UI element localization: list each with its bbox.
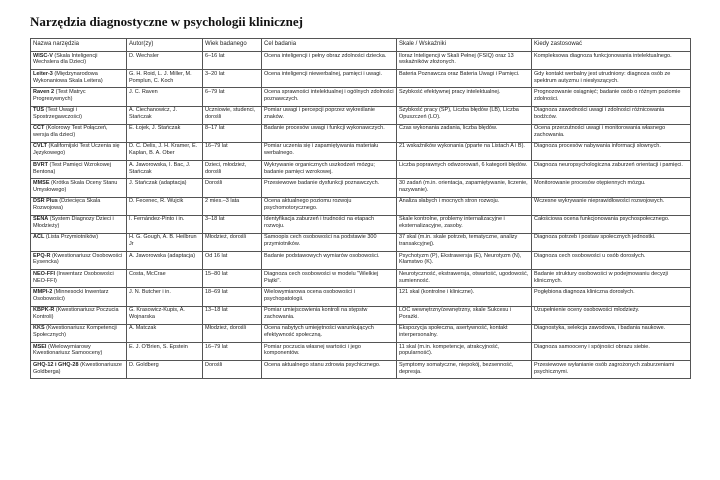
table-body [31,52,691,379]
cell-age: 6–79 lat [203,88,262,106]
cell-purpose: Badanie podstawowych wymiarów osobowości. [262,252,397,270]
cell-when-to-use: Diagnoza samooceny i spójności obrazu siebie. [532,343,691,361]
cell-purpose: Ocena inteligencji niewerbalnej, pamięci i uwagi. [262,70,397,88]
table-row [31,124,691,142]
cell-authors: A. Ciechanowicz, J. Stańczak [127,106,203,124]
tool-full-name: (Kwestionariusz Osobowości Eysencka) [33,252,123,266]
cell-purpose: Pomiar uczenia się i zapamiętywania materiału werbalnego. [262,142,397,160]
tool-abbreviation: KBPK-R [33,307,55,314]
cell-age: 18–69 lat [203,288,262,306]
cell-tool-name [31,124,127,142]
cell-tool-name [31,233,127,251]
tool-full-name: (Test Uwagi i Spostrzegawczości) [33,107,82,120]
tool-full-name: (Kalifornijski Test Uczenia się Językowego) [33,143,120,157]
cell-scales: 11 skal (m.in. kompetencje, atrakcyjność, popularność). [397,343,532,361]
cell-tool-name [31,197,127,215]
cell-when-to-use: Diagnoza zawodności uwagi i zdolności różnicowania bodźców. [532,106,691,124]
cell-tool-name [31,161,127,179]
cell-authors: J. C. Raven [127,88,203,106]
cell-age: 3–20 lat [203,70,262,88]
cell-tool-name [31,306,127,324]
cell-purpose: Ocena inteligencji i pełny obraz zdolności dziecka. [262,52,397,70]
cell-age: 13–18 lat [203,306,262,324]
cell-age: Dorośli [203,361,262,379]
cell-tool-name [31,361,127,379]
cell-when-to-use: Diagnoza potrzeb i postaw społecznych jednostki. [532,233,691,251]
cell-when-to-use: Pogłębiona diagnoza kliniczna dorosłych. [532,288,691,306]
cell-authors: D. Goldberg [127,361,203,379]
tool-abbreviation: NEO-FFI [33,270,55,277]
cell-tool-name [31,252,127,270]
tool-abbreviation: ACL [33,234,45,241]
cell-purpose: Ocena sprawności intelektualnej i ogólnych zdolności poznawczych. [262,88,397,106]
table-row [31,52,691,70]
cell-age: 16–79 lat [203,142,262,160]
cell-when-to-use: Diagnoza cech osobowości u osób dorosłych. [532,252,691,270]
cell-age: Dorośli [203,179,262,197]
cell-purpose: Samoopis cech osobowości na podstawie 300 przymiotników. [262,233,397,251]
cell-purpose: Ocena aktualnego stanu zdrowia psychicznego. [262,361,397,379]
tool-full-name: (Inwentarz Osobowości NEO-FFI) [33,270,114,284]
tool-abbreviation: MSEI [33,343,47,350]
tool-abbreviation: EPQ-R [33,252,51,259]
table-row [31,106,691,124]
table-row [31,252,691,270]
cell-age: Od 16 lat [203,252,262,270]
cell-authors: J. Stańczak (adaptacja) [127,179,203,197]
cell-authors: E. J. O'Brien, S. Epstein [127,343,203,361]
cell-purpose: Przesiewowe badanie dysfunkcji poznawczych. [262,179,397,197]
tool-abbreviation: MMSE [33,179,50,186]
cell-purpose: Identyfikacja zaburzeń i trudności na etapach rozwoju. [262,215,397,233]
table-row [31,324,691,342]
document-title: Narzędzia diagnostyczne w psychologii klinicznej [30,14,303,29]
cell-scales: Analiza słabych i mocnych stron rozwoju. [397,197,532,215]
cell-scales: Liczba poprawnych odwzorowań, 6 kategorii błędów. [397,161,532,179]
cell-when-to-use: Przesiewowe wyłanianie osób zagrożonych zaburzeniami psychicznymi. [532,361,691,379]
cell-age: Młodzież, dorośli [203,324,262,342]
tool-abbreviation: CCT [33,125,45,132]
cell-scales: Psychotyzm (P), Ekstrawersja (E), Neurotyzm (N), Kłamstwo (K). [397,252,532,270]
table-row [31,306,691,324]
column-header-age: Wiek badanego [203,39,262,52]
cell-tool-name [31,270,127,288]
tool-abbreviation: GHQ-12 i GHQ-28 [33,361,79,368]
tool-abbreviation: Raven 2 [33,88,55,95]
tool-abbreviation: BVRT [33,161,48,168]
cell-scales: Szybkość efektywnej pracy intelektualnej. [397,88,532,106]
cell-purpose: Badanie procesów uwagi i funkcji wykonawczych. [262,124,397,142]
cell-purpose: Ocena nabytych umiejętności warunkujących efektywność społeczną. [262,324,397,342]
cell-purpose: Diagnoza cech osobowości w modelu "Wielkiej Piątki". [262,270,397,288]
tool-abbreviation: MMPI-2 [33,288,53,295]
column-header-scales: Skale / Wskaźniki [397,39,532,52]
cell-age: Dzieci, młodzież, dorośli [203,161,262,179]
column-header-when-to-use: Kiedy zastosować [532,39,691,52]
cell-tool-name [31,215,127,233]
table-row [31,197,691,215]
tool-full-name: (System Diagnozy Dzieci i Młodzieży) [33,216,114,230]
cell-authors: D. Wechsler [127,52,203,70]
cell-age: 3–18 lat [203,215,262,233]
tool-full-name: (Skala Inteligencji Wechslera dla Dzieci) [33,52,98,66]
cell-tool-name [31,106,127,124]
tool-full-name: (Test Matryc Progresywnych) [33,88,86,102]
column-header-authors: Autor(zy) [127,39,203,52]
cell-when-to-use: Diagnoza neuropsychologiczna zaburzeń orientacji i pamięci. [532,161,691,179]
tool-abbreviation: DSR Plus [33,198,58,204]
cell-authors: D. Fecenec, R. Wujcik [127,197,203,215]
cell-age: 8–17 lat [203,124,262,142]
cell-authors: I. Fernández-Pinto i in. [127,215,203,233]
table-row [31,88,691,106]
cell-when-to-use: Gdy kontakt werbalny jest utrudniony: diagnoza osób ze spektrum autyzmu i niesłyszących. [532,70,691,88]
tool-full-name: (Dziecięca Skala Rozwojowa) [33,198,101,211]
tool-full-name: (Krótka Skala Oceny Stanu Umysłowego) [33,179,118,193]
table-row [31,161,691,179]
cell-purpose: Wykrywanie organicznych uszkodzeń mózgu; badanie pamięci wzrokowej. [262,161,397,179]
cell-purpose: Pomiar uwagi i percepcji poprzez wykreślanie znaków. [262,106,397,124]
cell-purpose: Wielowymiarowa ocena osobowości i psychopatologii. [262,288,397,306]
tool-full-name: (Kolorowy Test Połączeń, wersja dla dzieci) [33,125,108,139]
cell-scales: Czas wykonania zadania, liczba błędów. [397,124,532,142]
table-header-row [31,39,691,52]
cell-purpose: Pomiar umiejscowienia kontroli na stępstw zachowania. [262,306,397,324]
cell-tool-name [31,179,127,197]
cell-age: 6–16 lat [203,52,262,70]
cell-when-to-use: Monitorowanie procesów otępiennych mózgu. [532,179,691,197]
cell-when-to-use: Diagnostyka, selekcja zawodowa, i badania naukowe. [532,324,691,342]
tool-abbreviation: TUS [33,107,44,114]
tool-full-name: (Kwestionariusz Poczucia Kontroli) [33,307,119,320]
column-header-tool-name: Nazwa narzędzia [31,39,127,52]
cell-scales: 37 skal (m.in. skale potrzeb, tematyczne, analizy transakcyjnej). [397,233,532,251]
cell-tool-name [31,343,127,361]
cell-age: 15–80 lat [203,270,262,288]
tool-full-name: (Wielowymiarowy Kwestionariusz Samooceny) [33,343,103,357]
cell-tool-name [31,52,127,70]
cell-when-to-use: Ocena przerzutności uwagi i monitorowania własnego zachowania. [532,124,691,142]
cell-scales: Symptomy somatyczne, niepokój, bezsenność, depresja. [397,361,532,379]
cell-scales: LOC wewnętrzny/zewnętrzny, skale Sukcesu i Porażki. [397,306,532,324]
cell-authors: A. Jaworowska, I. Bac, J. Stańczak [127,161,203,179]
cell-authors: Costa, McCrae [127,270,203,288]
cell-tool-name [31,142,127,160]
diagnostic-tools-table [30,38,691,379]
cell-purpose: Pomiar poczucia własnej wartości i jego komponentów. [262,343,397,361]
cell-authors: E. Łojek, J. Stańczak [127,124,203,142]
table-row [31,343,691,361]
cell-age: 16–79 lat [203,343,262,361]
column-header-purpose: Cel badania [262,39,397,52]
cell-tool-name [31,288,127,306]
cell-when-to-use: Diagnoza procesów nabywania informacji słownych. [532,142,691,160]
table-row [31,215,691,233]
cell-scales: 21 wskaźników wykonania (pparte na Listach A i B). [397,142,532,160]
tool-abbreviation: WISC-V [33,52,53,59]
cell-scales: 121 skal (kontrolne i kliniczne). [397,288,532,306]
cell-purpose: Ocena aktualnego poziomu rozwoju psychomotorycznego. [262,197,397,215]
tool-full-name: (Kwestionariusze Goldberga) [33,361,122,375]
cell-age: 2 mies.–3 lata [203,197,262,215]
cell-scales: Iloraz Inteligencji w Skali Pełnej (FSIQ) oraz 13 wskaźników złożonych. [397,52,532,70]
cell-scales: Ekspozycja społeczna, asertywność, kontakt interpersonalny. [397,324,532,342]
tool-abbreviation: SENA [33,216,49,223]
tool-full-name: (Test Pamięci Wzrokowej Bentona) [33,161,111,175]
cell-authors: G. H. Roid, L. J. Miller, M. Pomplun, C. Koch [127,70,203,88]
cell-when-to-use: Badanie struktury osobowości w podejmowaniu decyzji klinicznych. [532,270,691,288]
tool-full-name: (Kwestionariusz Kompetencji Społecznych) [33,325,117,339]
cell-authors: A. Matczak [127,324,203,342]
cell-scales: Bateria Poznawcza oraz Bateria Uwagi i Pamięci. [397,70,532,88]
cell-scales: Neurotyczność, ekstrawersja, otwartość, ugodowość, sumienność. [397,270,532,288]
cell-authors: A. Jaworowska (adaptacja) [127,252,203,270]
tool-abbreviation: Leiter-3 [33,70,53,77]
cell-when-to-use: Kompleksowa diagnoza funkcjonowania intelektualnego. [532,52,691,70]
table-row [31,288,691,306]
cell-scales: Szybkość pracy (SP), Liczba błędów (LB), Liczba Opuszczeń (LO). [397,106,532,124]
cell-when-to-use: Wczesne wykrywanie nieprawidłowości rozwojowych. [532,197,691,215]
cell-when-to-use: Prognozowanie osiągnięć; badanie osób o różnym poziomie zdolności. [532,88,691,106]
table-row [31,270,691,288]
cell-scales: 30 zadań (m.in. orientacja, zapamiętywanie, liczenie, nazywanie). [397,179,532,197]
cell-authors: G. Krasowicz-Kupis, A. Wojnarska [127,306,203,324]
cell-tool-name [31,88,127,106]
table-row [31,361,691,379]
cell-when-to-use: Całościowa ocena funkcjonowania psychospołecznego. [532,215,691,233]
cell-authors: H. G. Gough, A. B. Heilbrun Jr [127,233,203,251]
table-row [31,179,691,197]
table-row [31,70,691,88]
cell-tool-name [31,324,127,342]
tool-abbreviation: CVLT [33,143,47,150]
cell-tool-name [31,70,127,88]
cell-age: Uczniowie, studenci, dorośli [203,106,262,124]
tool-full-name: (Międzynarodowa Wykonaniowa Skala Leitera) [33,70,103,84]
cell-authors: D. C. Delis, J. H. Kramer, E. Kaplan, B. A. Ober [127,142,203,160]
tool-full-name: (Minnesocki Inwentarz Osobowości) [33,288,109,302]
cell-age: Młodzież, dorośli [203,233,262,251]
tool-full-name: (Lista Przymiotników) [44,234,99,241]
cell-authors: J. N. Butcher i in. [127,288,203,306]
cell-scales: Skale kontrolne, problemy internalizacyjne i eksternalizacyjne, zasoby. [397,215,532,233]
tool-abbreviation: KKS [33,325,45,332]
table-row [31,142,691,160]
table-row [31,233,691,251]
cell-when-to-use: Uzupełnienie oceny osobowości młodzieży. [532,306,691,324]
